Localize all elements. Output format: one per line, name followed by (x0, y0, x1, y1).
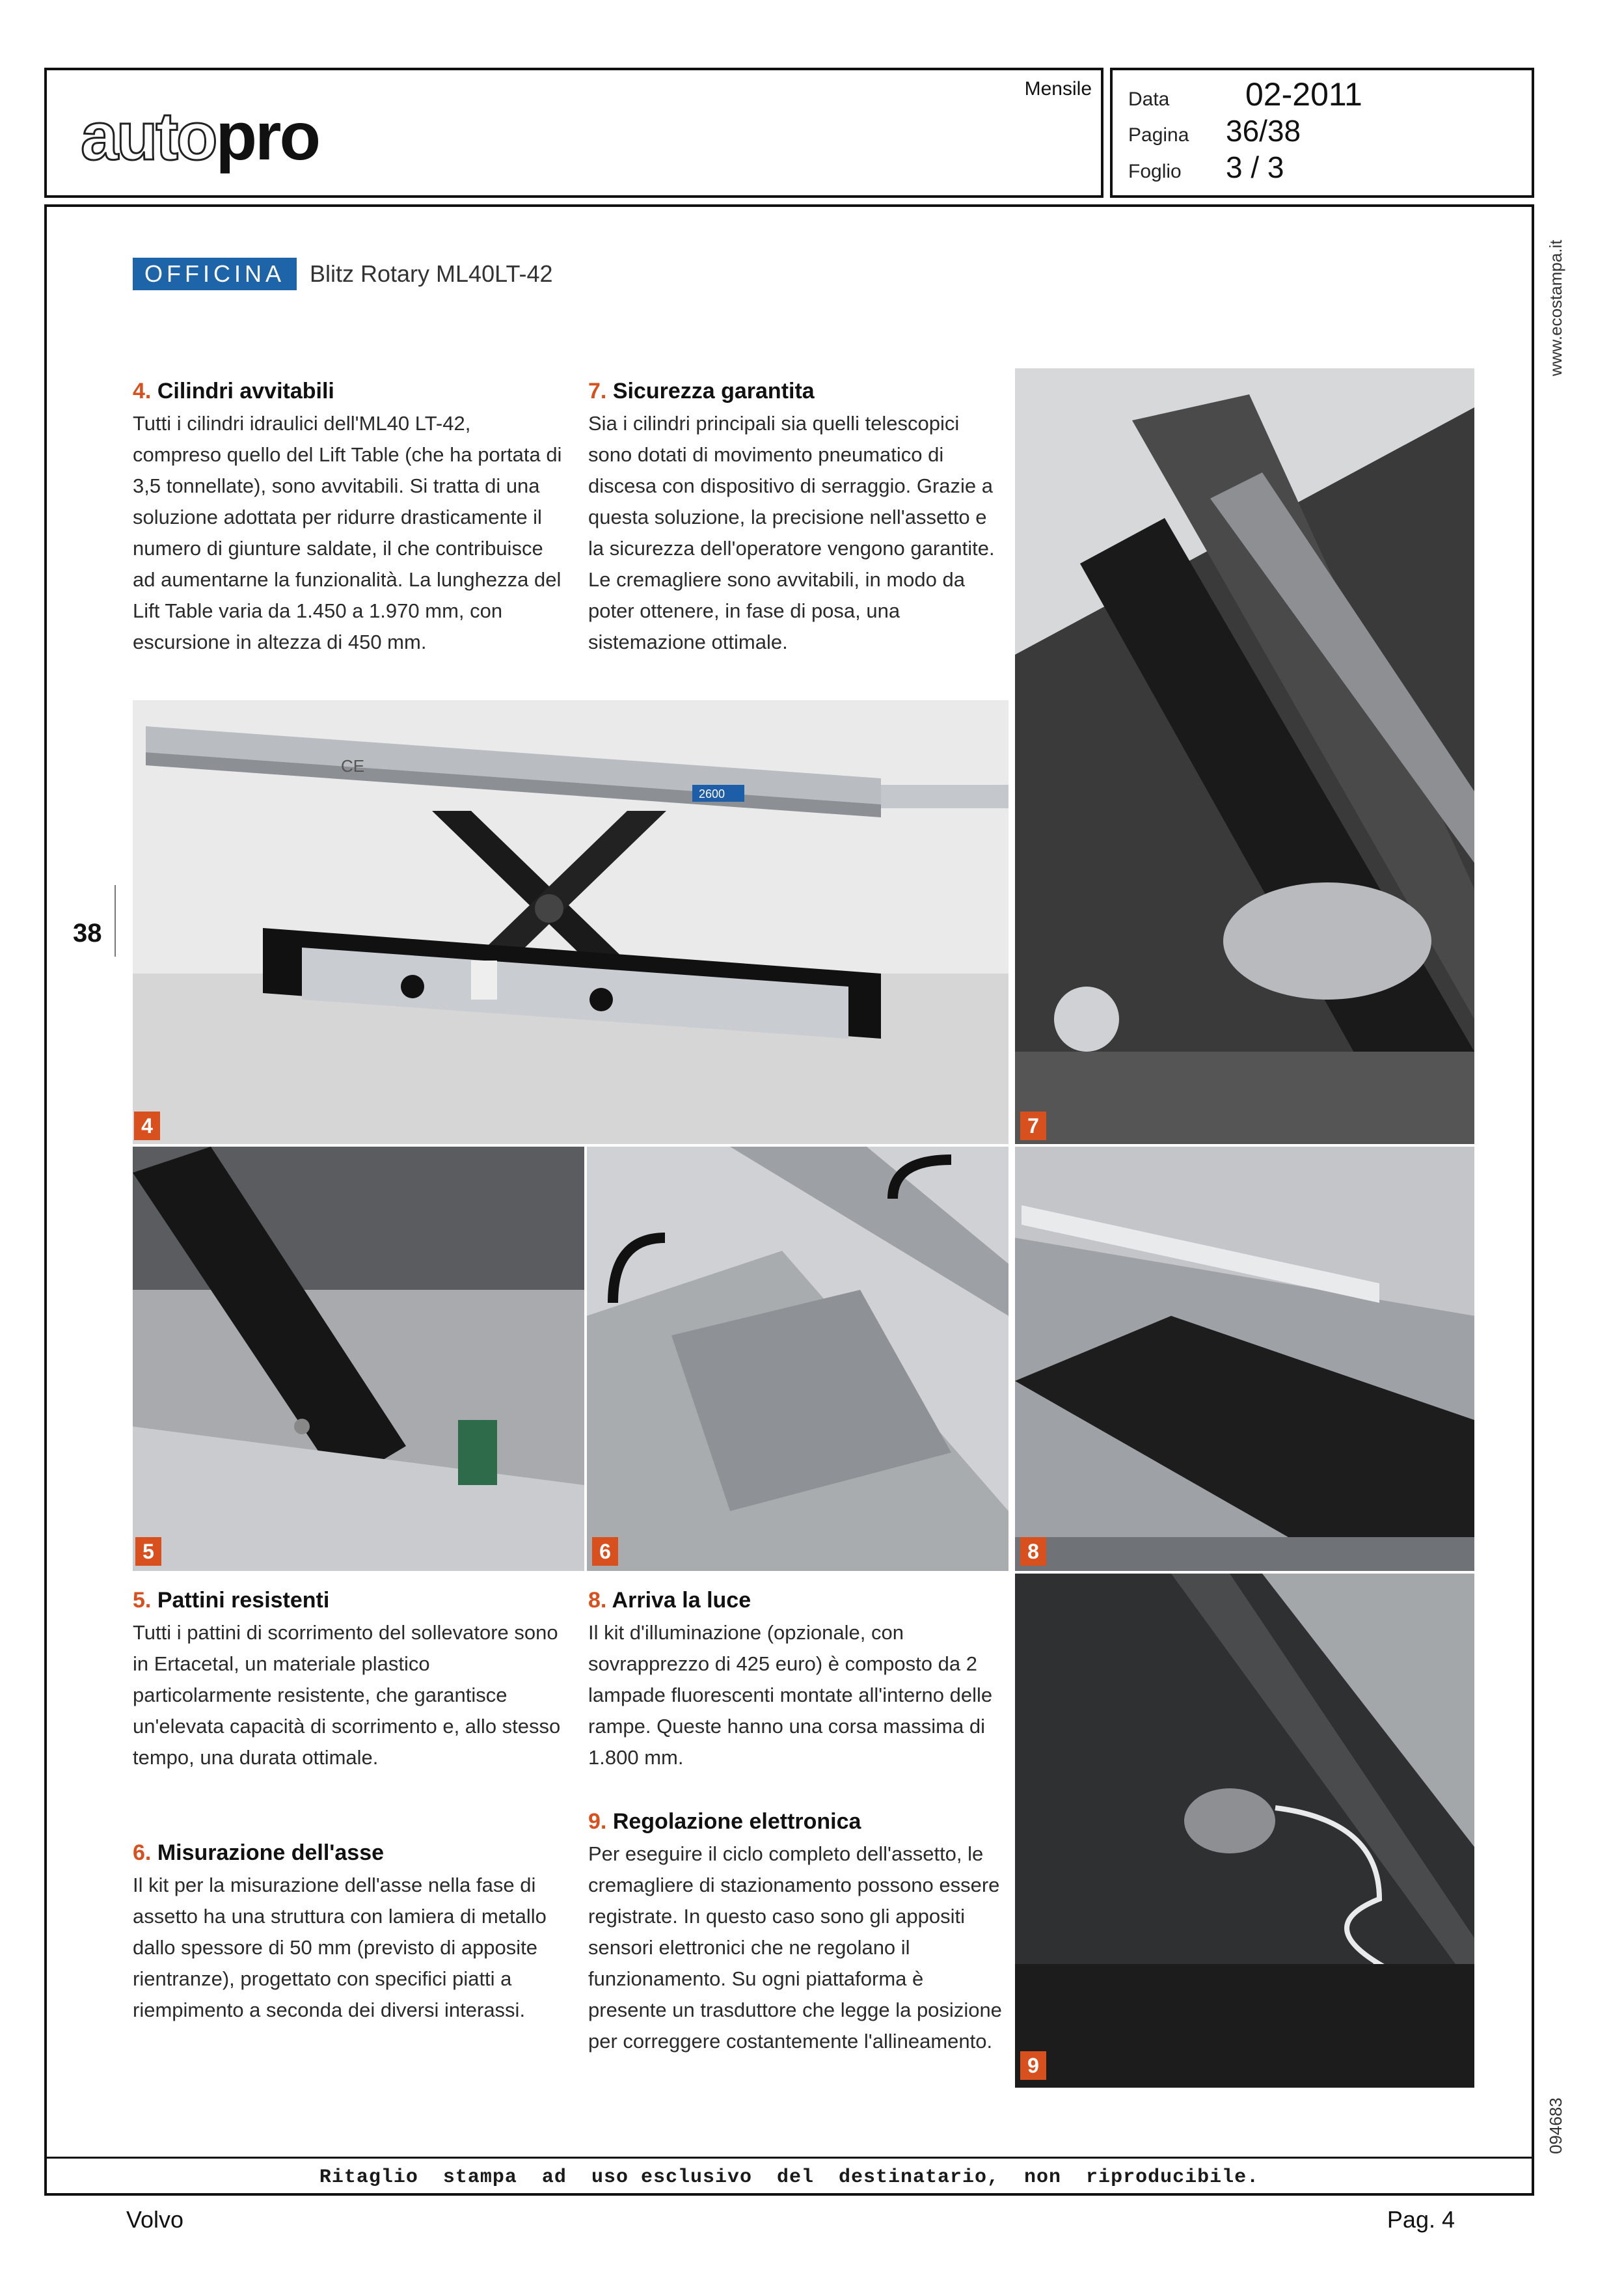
measurement-plates-illustration (587, 1147, 1008, 1571)
photo-badge-8: 8 (1020, 1537, 1046, 1566)
lift-table-illustration (133, 700, 1008, 1144)
autopro-logo: autopro (81, 99, 319, 174)
reproduction-notice: Ritaglio stampa ad uso esclusivo del destinatario, non riproducibile. (44, 2157, 1534, 2196)
section-tag: OFFICINA (133, 258, 297, 290)
article-8-heading: 8. Arriva la luce (588, 1588, 751, 1613)
photo-badge-9: 9 (1020, 2051, 1046, 2080)
article-8-body: Il kit d'illuminazione (opzionale, con sovrapprezzo di 425 euro) è composto da 2 lampade fluorescenti montate all'interno delle rampe. Queste hanno una corsa massima di 1.800 mm. (588, 1621, 993, 1769)
ce-mark: CE (341, 756, 365, 776)
magazine-page-number: 38 (73, 919, 102, 948)
article-5 (133, 1588, 562, 1773)
article-5-body: Tutti i pattini di scorrimento del sollevatore sono in Ertacetal, un materiale plastico particolarmente resistente, che garantisce un'elevata capacità di scorrimento e, allo stesso tempo, una durata ottimale. (133, 1621, 561, 1769)
date-value: 02-2011 (1245, 76, 1362, 113)
article-6 (133, 1840, 562, 2026)
document-page: Pag. 4 (1387, 2206, 1455, 2233)
sheet-row (1128, 150, 1284, 185)
photo-sliding-pads (133, 1147, 584, 1571)
website-vertical: www.ecostampa.it (1546, 239, 1565, 376)
photo-lift-table (133, 700, 1008, 1144)
client-name: Volvo (126, 2206, 184, 2233)
sheet-value: 3 / 3 (1226, 150, 1284, 184)
photo-badge-7: 7 (1020, 1112, 1046, 1140)
section-title: Blitz Rotary ML40LT-42 (310, 260, 553, 287)
article-6-heading: 6. Misurazione dell'asse (133, 1840, 385, 1865)
page-row (1128, 113, 1301, 148)
article-5-heading: 5. Pattini resistenti (133, 1588, 330, 1613)
article-9 (588, 1809, 1005, 2057)
page-value: 36/38 (1226, 114, 1301, 148)
article-8 (588, 1588, 1005, 1773)
article-4-heading: 4. Cilindri avvitabili (133, 379, 334, 403)
page-label: Pagina (1128, 124, 1189, 146)
electronic-sensor-illustration (1015, 1574, 1474, 2088)
photo-measurement-plates (587, 1147, 1008, 1571)
article-9-body: Per eseguire il ciclo completo dell'assetto, le cremagliere di stazionamento possono essere registrate. In questo caso sono gli appositi sensori elettronici che ne regolano il funzionamento. Su ogni piattaforma è presente un trasduttore che legge la posizione per correggere costantemente l'allineamento. (588, 1842, 1002, 2053)
photo-badge-6: 6 (592, 1537, 618, 1566)
photo-badge-4: 4 (134, 1112, 160, 1140)
article-7-heading: 7. Sicurezza garantita (588, 379, 815, 403)
masthead (44, 68, 1103, 198)
sliding-pads-illustration (133, 1147, 584, 1571)
date-row (1128, 75, 1362, 113)
clipping-code: 094683 (1546, 2097, 1565, 2154)
date-label: Data (1128, 89, 1170, 110)
article-4-body: Tutti i cilindri idraulici dell'ML40 LT-42, compreso quello del Lift Table (che ha portata di 3,5 tonnellate), sono avvitabili. Si tratta di una soluzione adottata per ridurre drasticamente il numero di giunture saldate, il che contribuisce ad aumentarne la funzionalità. La lunghezza del Lift Table varia da 1.450 a 1.970 mm, con escursione in altezza di 450 mm. (133, 412, 562, 653)
article-7 (588, 379, 1005, 658)
article-4 (133, 379, 562, 658)
sheet-label: Foglio (1128, 161, 1182, 182)
page-divider (115, 885, 116, 957)
photo-electronic-sensor (1015, 1574, 1474, 2088)
clipping-meta (1110, 68, 1534, 198)
frequency-label: Mensile (1024, 78, 1092, 100)
label-2600: 2600 (699, 787, 725, 800)
lamp-ramp-illustration (1015, 1147, 1474, 1571)
photo-cylinders (1015, 368, 1474, 1144)
article-9-heading: 9. Regolazione elettronica (588, 1809, 861, 1834)
article-7-body: Sia i cilindri principali sia quelli telescopici sono dotati di movimento pneumatico di discesa con dispositivo di serraggio. Grazie a questa soluzione, la precisione nell'assetto e la sicurezza dell'operatore vengono garantite. Le cremagliere sono avvitabili, in modo da poter ottenere, in fase di posa, una sistemazione ottimale. (588, 412, 995, 653)
photo-lamp-ramp (1015, 1147, 1474, 1571)
cylinders-illustration (1015, 368, 1474, 1144)
article-6-body: Il kit per la misurazione dell'asse nella fase di assetto ha una struttura con lamiera di metallo dallo spessore di 50 mm (previsto di apposite rientranze), progettato con specifici piatti a riempimento a seconda dei diversi interassi. (133, 1874, 547, 2021)
photo-badge-5: 5 (135, 1537, 161, 1566)
section-header (133, 258, 552, 290)
